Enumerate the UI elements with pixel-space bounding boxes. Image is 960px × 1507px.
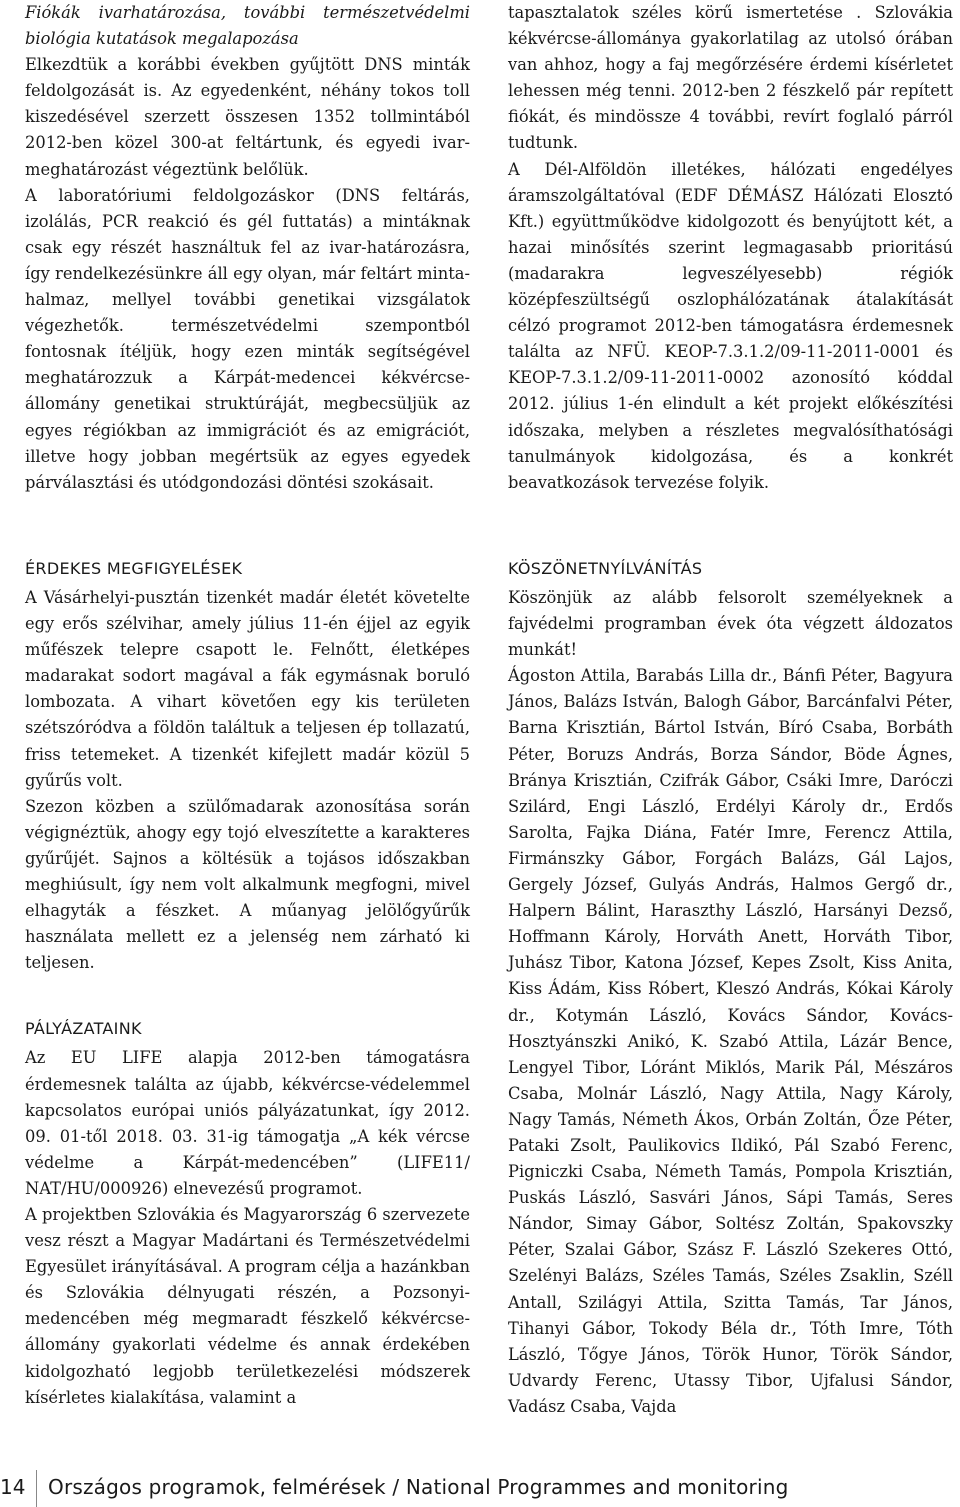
paragraph: tapasztalatok széles körű ismertetése . Szlovákia kékvércse-állománya gyakorlatilag az utolsó órában van ahhoz, hogy a faj megőrzésére érdemi kísérletet lehessen még tenni. 2012-ben 2 fészkelő pár repített fiókát, és mindössze 4 további, revírt foglaló párról tudtunk. bbox=[508, 3, 953, 153]
paragraph: Köszönjük az alább felsorolt személyeknek a fajvédelmi programban évek óta végzett áldozatos munkát! bbox=[508, 588, 953, 660]
paragraph: Az EU LIFE alapja 2012-ben támogatásra érdemesnek találta az újabb, kékvércse-védelemmel kapcsolatos európai uniós pályázatunkat, így 2012. 09. 01-től 2018. 03. 31-ig támogatja „A kék vércse védelme a Kárpát-medencében” (LIFE11/ NAT/HU/000926) elnevezésű programot. bbox=[25, 1048, 470, 1198]
paragraph: Elkezdtük a korábbi években gyűjtött DNS minták feldolgozását is. Az egyedenként, néhány tokos toll kiszedésével szerzett összesen 1352 tollmintából 2012-ben közel 300-at feltártunk, és egyedi ivar-meghatározást végeztünk belőlük. bbox=[25, 55, 470, 179]
section-heading-grants: PÁLYÁZATAINK bbox=[25, 1019, 142, 1039]
section-heading-acknowledgements: KÖSZÖNETNYÍLVÁNÍTÁS bbox=[508, 559, 703, 578]
paragraph: A projektben Szlovákia és Magyarország 6 szervezete vesz részt a Magyar Madártani és Természetvédelmi Egyesület irányításával. A program célja a hazánkban és Szlovákia délnyugati részén, a Pozsonyi-medencében még megmaradt fészkelő kékvércse-állomány gyakorlati védelme és annak érdekében kidolgozható legjobb területkezelési módszerek kísérletes kialakítása, valamint a bbox=[25, 1204, 470, 1407]
column-top-left bbox=[25, 0, 470, 496]
running-footer-title: Országos programok, felmérések / National Programmes and monitoring bbox=[48, 1475, 789, 1499]
paragraph: A Dél-Alföldön illetékes, hálózati engedélyes áramszolgáltatóval (EDF DÉMÁSZ Hálózati Elosztó Kft.) együttműködve kidolgozott és benyújtott két, a hazai minősítés szerint legmagasabb prioritású (madarakra legveszélyesebb) régiók középfeszültségű oszlophálózatának átalakítását célzó programot 2012-ben támogatásra érdemesnek találta az NFÜ. KEOP-7.3.1.2/09-11-2011-0001 és KEOP-7.3.1.2/09-11-2011-0002 azonosító kóddal 2012. július 1-én elindult a két projekt előkészítési időszaka, melyben a részletes megvalósíthatósági tanulmányok kidolgozása, és a konkrét beavatkozások tervezése folyik. bbox=[508, 159, 953, 492]
paragraph: Szezon közben a szülőmadarak azonosítása során végignéztük, ahogy egy tojó elveszítette a karakteres gyűrűjét. Sajnos a költésük a tojásos időszakban meghiúsult, így nem volt alkalmunk megfogni, mivel elhagyták a fészket. A műanyag jelölőgyűrűk használata mellett ez a jelenség nem zárható ki teljesen. bbox=[25, 796, 470, 973]
section-subtitle: Fiókák ivarhatározása, további természetvédelmi biológia kutatások megalapozása bbox=[25, 3, 470, 49]
page-footer bbox=[0, 1470, 960, 1507]
section-heading-observations: ÉRDEKES MEGFIGYELÉSEK bbox=[25, 559, 243, 578]
column-top-right bbox=[508, 0, 953, 496]
paragraph-names: Ágoston Attila, Barabás Lilla dr., Bánfi Péter, Bagyura János, Balázs István, Balogh Gábor, Barcánfalvi Péter, Barna Krisztián, Bártol István, Bíró Csaba, Borbáth Péter, Boruzs András, Borza Sándor, Böde Ágnes, Bránya Krisztián, Czifrák Gábor, Csáki Imre, Daróczi Szilárd, Engi László, Erdélyi Károly dr., Erdős Sarolta, Fajka Diána, Fatér Imre, Ferencz Attila, Firmánszky Gábor, Forgách Balázs, Gál Lajos, Gergely József, Gulyás András, Halmos Gergő dr., Halpern Bálint, Haraszthy László, Harsányi Dezső, Hoffmann Károly, Horváth Anett, Horváth Tibor, Juhász Tibor, Katona József, Kepes Zsolt, Kiss Anita, Kiss Ádám, Kiss Róbert, Kleszó András, Kókai Károly dr., Kotymán László, Kovács Sándor, Kovács-Hosztyánszki Anikó, K. Szabó Attila, Lázár Bence, Lengyel Tibor, Lóránt Miklós, Marik Pál, Mészáros Csaba, Molnár László, Nagy Attila, Nagy Károly, Nagy Tamás, Németh Ákos, Orbán Zoltán, Őze Péter, Pataki Zsolt, Paulikovics Ildikó, Pál Szabó Ferenc, Pigniczki Csaba, Németh Tamás, Pompola Krisztián, Puskás László, Sasvári János, Sápi Tamás, Seres Nándor, Simay Gábor, Soltész Zoltán, Spakovszky Péter, Szalai Gábor, Szász F. László Szekeres Ottó, Szelényi Balázs, Széles Tamás, Széles Zsaklin, Széll Antall, Szilágyi Attila, Szitta Tamás, Tar János, Tihanyi Gábor, Tokody Béla dr., Tóth Imre, Tóth László, Tőgye János, Török Hunor, Török Sándor, Udvardy Ferenc, Utassy Tibor, Ujfalusi Sándor, Vadász Csaba, Vajda bbox=[508, 666, 953, 1416]
section-gap bbox=[25, 976, 470, 1016]
footer-divider bbox=[36, 1470, 37, 1507]
column-bottom-left bbox=[25, 556, 470, 1411]
column-bottom-right bbox=[508, 556, 953, 1420]
page-number: 14 bbox=[0, 1475, 26, 1499]
paragraph: A Vásárhelyi-pusztán tizenkét madár életét követelte egy erős szélvihar, amely július 11-én éjjel az egyik műfészek telepre csapott le. Felnőtt, életképes madarakat sodort magával a fák egymásnak boruló lombozata. A vihart követően egy kis területen szétszóródva a földön találtuk a teljesen ép tollazatú, friss tetemeket. A tizenkét kifejlett madár közül 5 gyűrűs volt. bbox=[25, 588, 470, 790]
paragraph: A laboratóriumi feldolgozáskor (DNS feltárás, izolálás, PCR reakció és gél futtatás) a mintáknak csak egy részét használtuk fel az ivar-határozásra, így rendelkezésünkre áll egy olyan, már feltárt minta-halmaz, mellyel további genetikai vizsgálatok végezhetők. természetvédelmi szempontból fontosnak ítéljük, hogy ezen minták segítségével meghatározzuk a Kárpát-medencei kékvércse-állomány genetikai struktúráját, megbecsüljük az egyes régiókban az immigrációt és az emigrációt, illetve hogy jobban megértsük az egyes egyedek párválasztási és utódgondozási döntési szokásait. bbox=[25, 185, 470, 492]
